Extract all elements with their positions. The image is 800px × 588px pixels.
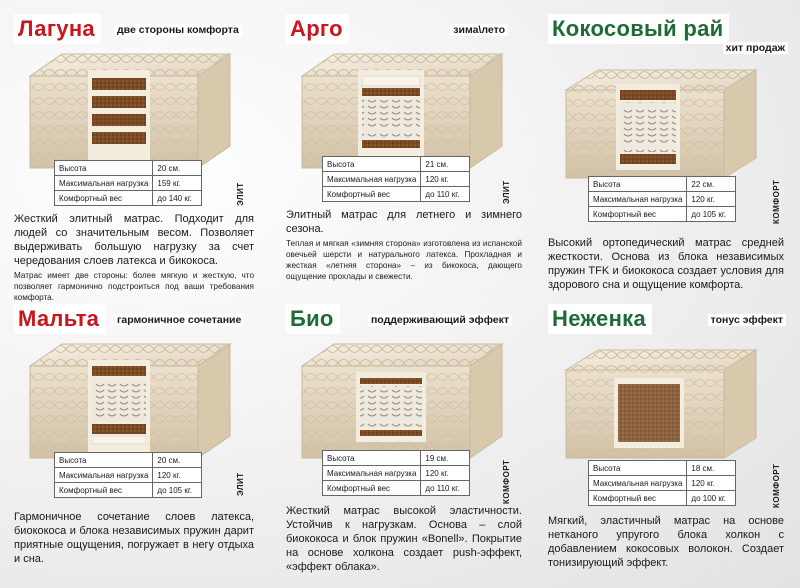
product-tagline: тонус эффект — [708, 314, 786, 326]
spec-table — [322, 156, 470, 202]
product-description: Гармоничное сочетание слоев латекса, биококоса и блока независимых пружин дарит приятные ощущения, погружает в негу отдыха и сна. — [14, 511, 254, 565]
spec-label: Максимальная нагрузка — [55, 176, 153, 191]
product-tagline: поддерживающий эффект — [368, 314, 512, 326]
class-label: КОМФОРТ — [772, 463, 781, 508]
spec-value: 120 кг. — [687, 192, 736, 207]
spec-value: 20 см. — [153, 453, 202, 468]
product-title: Неженка — [548, 304, 652, 334]
product-card-kokosovy-rai — [548, 14, 796, 291]
spec-row-height — [55, 453, 202, 468]
product-title: Кокосовый рай — [548, 14, 729, 44]
spec-label: Комфортный вес — [589, 207, 687, 222]
product-description: Мягкий, эластичный матрас на основе нетканого упругого блока холкон с добавлением кокосовых волокон. Создает тонизирующий эффект. — [548, 515, 784, 569]
spec-label: Комфортный вес — [323, 481, 421, 496]
product-card-nezhenka — [548, 304, 796, 569]
spec-table — [588, 176, 736, 222]
card-header — [14, 304, 262, 338]
product-description: Элитный матрас для летнего и зимнего сезона. — [286, 209, 522, 235]
mattress-cross-section-image — [294, 52, 510, 170]
spec-label: Комфортный вес — [589, 491, 687, 506]
spec-row-comfort-weight — [55, 191, 202, 206]
spec-label: Высота — [323, 157, 421, 172]
spec-row-comfort-weight — [323, 187, 470, 202]
spec-row-max-load — [589, 476, 736, 491]
product-title: Арго — [286, 14, 349, 44]
spec-table — [588, 460, 736, 506]
spec-value: 120 кг. — [153, 468, 202, 483]
class-label: ЭЛИТ — [236, 182, 245, 206]
spec-value: 120 кг. — [421, 466, 470, 481]
spec-table — [322, 450, 470, 496]
mattress-cross-section-image — [294, 342, 510, 460]
product-tagline: две стороны комфорта — [114, 24, 242, 36]
spec-row-max-load — [589, 192, 736, 207]
spec-value: 120 кг. — [421, 172, 470, 187]
spec-table — [54, 452, 202, 498]
spec-table — [54, 160, 202, 206]
product-description: Жесткий элитный матрас. Подходит для людей со значительным весом. Позволяет выдерживать большую нагрузку за счет чередования слоев латекса и бикокоса. — [14, 213, 254, 267]
spec-label: Комфортный вес — [55, 483, 153, 498]
product-title: Лагуна — [14, 14, 101, 44]
card-header — [548, 304, 796, 338]
spec-label: Максимальная нагрузка — [323, 466, 421, 481]
product-card-argo — [286, 14, 534, 281]
spec-label: Максимальная нагрузка — [323, 172, 421, 187]
product-note: Теплая и мягкая «зимняя сторона» изготовлена из испанской овечьей шерсти и натурального латекса. Прохладная и жесткая «летняя сторона» – из бикокоса, дающего ощущение прохлады и свежести. — [286, 239, 522, 281]
spec-row-comfort-weight — [589, 207, 736, 222]
spec-row-comfort-weight — [55, 483, 202, 498]
spec-value: до 105 кг. — [153, 483, 202, 498]
spec-label: Высота — [589, 461, 687, 476]
card-header — [286, 14, 534, 48]
spec-row-comfort-weight — [589, 491, 736, 506]
product-card-laguna — [14, 14, 262, 302]
product-tagline: хит продаж — [723, 42, 788, 54]
spec-row-max-load — [55, 468, 202, 483]
spec-value: до 105 кг. — [687, 207, 736, 222]
spec-row-height — [589, 177, 736, 192]
product-description: Жесткий матрас высокой эластичности. Устойчив к нагрузкам. Основа – слой биококоса и блок пружин «Bonell». Покрытие на основе холкона создает push-эффект, «эффект облака». — [286, 505, 522, 573]
card-header — [548, 14, 796, 54]
card-header — [14, 14, 262, 48]
product-card-bio — [286, 304, 534, 573]
spec-label: Комфортный вес — [323, 187, 421, 202]
spec-label: Высота — [323, 451, 421, 466]
spec-row-height — [589, 461, 736, 476]
spec-value: 21 см. — [421, 157, 470, 172]
mattress-cross-section-image — [562, 68, 760, 180]
spec-row-height — [323, 157, 470, 172]
spec-label: Высота — [55, 161, 153, 176]
spec-value: 120 кг. — [687, 476, 736, 491]
spec-label: Максимальная нагрузка — [589, 192, 687, 207]
mattress-cross-section-image — [22, 52, 238, 170]
spec-label: Максимальная нагрузка — [589, 476, 687, 491]
spec-row-max-load — [55, 176, 202, 191]
spec-value: 159 кг. — [153, 176, 202, 191]
product-card-malta — [14, 304, 262, 565]
class-label: КОМФОРТ — [772, 179, 781, 224]
class-label: ЭЛИТ — [502, 180, 511, 204]
spec-value: 18 см. — [687, 461, 736, 476]
mattress-cross-section-image — [22, 342, 238, 460]
product-note: Матрас имеет две стороны: более мягкую и жесткую, что позволяет гармонично подстроиться под ваши требования комфорта. — [14, 271, 254, 302]
spec-label: Высота — [55, 453, 153, 468]
product-tagline: гармоничное сочетание — [114, 314, 244, 326]
spec-value: до 100 кг. — [687, 491, 736, 506]
mattress-cross-section-image — [562, 348, 760, 460]
spec-row-height — [55, 161, 202, 176]
spec-row-max-load — [323, 172, 470, 187]
product-tagline: зима\лето — [450, 24, 508, 36]
spec-row-comfort-weight — [323, 481, 470, 496]
product-description: Высокий ортопедический матрас средней жесткости. Основа из блока независимых пружин TFK и биококоса создает условия для здорового сна и ощущение комфорта. — [548, 237, 784, 291]
spec-value: до 110 кг. — [421, 187, 470, 202]
spec-row-height — [323, 451, 470, 466]
class-label: КОМФОРТ — [502, 459, 511, 504]
product-title: Био — [286, 304, 340, 334]
spec-value: 22 см. — [687, 177, 736, 192]
product-title: Мальта — [14, 304, 105, 334]
class-label: ЭЛИТ — [236, 472, 245, 496]
spec-label: Комфортный вес — [55, 191, 153, 206]
spec-label: Максимальная нагрузка — [55, 468, 153, 483]
card-header — [286, 304, 534, 338]
spec-value: до 140 кг. — [153, 191, 202, 206]
spec-value: до 110 кг. — [421, 481, 470, 496]
spec-value: 20 см. — [153, 161, 202, 176]
spec-value: 19 см. — [421, 451, 470, 466]
spec-row-max-load — [323, 466, 470, 481]
spec-label: Высота — [589, 177, 687, 192]
